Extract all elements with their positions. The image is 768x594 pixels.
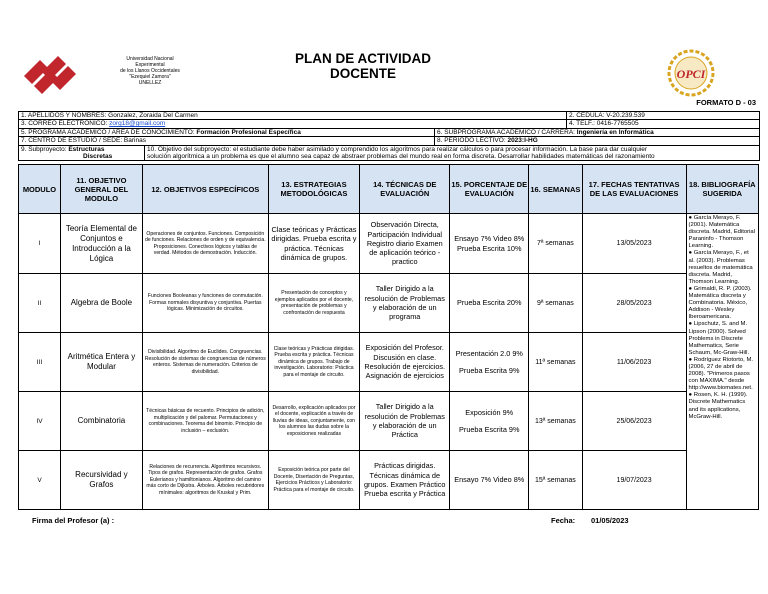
table-row — [19, 451, 759, 510]
semanas-cell: 13ª semanas — [529, 392, 583, 451]
porcentaje-cell: Ensayo 7% Video 8% — [450, 451, 529, 510]
estrategias-cell: Clase teóricas y Prácticas dirigidas. Prueba escrita y práctica. Técnicas dinámica de grupos. Trabajo de investigación. Laboratorio: Práctica para el montaje de circuito. — [268, 333, 359, 392]
tecnicas-cell: Prácticas dirigidas. Técnicas dinámica de grupos. Examen Práctico Prueba escrita y Práctica — [360, 451, 450, 510]
table-row — [19, 333, 759, 392]
document-header — [18, 46, 758, 110]
modulo-cell: IV — [19, 392, 61, 451]
semanas-cell: 7ª semanas — [529, 214, 583, 274]
table-row — [19, 274, 759, 333]
university-name: Universidad Nacional Experimental de los Llanos Occidentales "Ezequiel Zamora" UNELLEZ — [120, 56, 180, 87]
porcentaje-cell: Prueba Escrita 20% — [450, 274, 529, 333]
apellidos-field: 1. APELLIDOS Y NOMBRES: Gonzalez, Zoraida Del Carmen — [19, 112, 567, 120]
modulo-cell: II — [19, 274, 61, 333]
col-header-tecnicas: 14. TÉCNICAS DE EVALUACIÓN — [360, 165, 450, 214]
periodo-field: 8. PERIODO LECTIVO: 2023:I-HG — [435, 137, 760, 145]
table-row — [19, 392, 759, 451]
porcentaje-cell: Exposición 9% Prueba Escrita 9% — [450, 392, 529, 451]
bibliografia-item: ● Grimaldi, R. P. (2003). Matemática discreta y Combinatoria. México, Addison - Wesley Iberoamericana. — [688, 285, 752, 321]
objetivo-cell: Combinatoria — [60, 392, 142, 451]
objetivo-cell: Algebra de Boole — [60, 274, 142, 333]
semanas-cell: 9ª semanas — [529, 274, 583, 333]
objetivo-cell: Recursividad y Grafos — [60, 451, 142, 510]
semanas-cell: 15ª semanas — [529, 451, 583, 510]
fecha-cell: 28/05/2023 — [582, 274, 686, 333]
fecha-cell: 11/06/2023 — [582, 333, 686, 392]
bibliografia-item: ● Rosen, K. H. (1999). Discrete Mathematics and its applications, McGraw-Hill. — [688, 392, 748, 420]
telf-field: 4. TELF.: 0416-7765505 — [567, 120, 760, 128]
subprograma-field: 6. SUBPROGRAMA ACADEMICO / CARRERA: Ingeniería en Informática — [435, 128, 760, 136]
table-header-row — [19, 165, 759, 214]
info-table — [18, 111, 760, 161]
tecnicas-cell: Taller Dirigido a la resolución de Problemas y elaboración de un programa — [360, 274, 450, 333]
university-logo-icon — [18, 54, 78, 94]
col-header-semanas: 16. SEMANAS — [529, 165, 583, 214]
modulo-cell: I — [19, 214, 61, 274]
objetivo-cell: Teoría Elemental de Conjuntos e Introducción a la Lógica — [60, 214, 142, 274]
opci-logo-text: OPCI — [676, 67, 706, 81]
especificos-cell: Operaciones de conjuntos. Funciones. Composición de funciones. Relaciones de orden y de equivalencia. Proposiciones. Conectivos lógicos y tablas de verdad. Métodos de demostración. Inducción. — [142, 214, 268, 274]
fecha-cell: 19/07/2023 — [582, 451, 686, 510]
cedula-field: 2. CEDULA: V-20.239.539 — [567, 112, 760, 120]
bibliografia-item: ● García Merayo, F., et al. (2003). Problemas resueltos de matemática discreta. Madrid, Thomson Learning. — [688, 250, 753, 285]
especificos-cell: Técnicas básicas de recuento. Principios de adición, multiplicación y del palomar. Permutaciones y combinaciones. Teorema del binomio. Principio de inclusión – exclusión. — [142, 392, 268, 451]
correo-field: 3. CORREO ELECTRONICO: zorg18@gmail.com — [19, 120, 567, 128]
bibliografia-item: ● García Merayo, F. (2001). Matemática discreta. Madrid, Editorial Paraninfo - Thomson Learning. — [688, 215, 755, 250]
opci-logo-icon — [666, 48, 716, 98]
porcentaje-cell: Presentación 2.0 9% Prueba Escrita 9% — [450, 333, 529, 392]
col-header-modulo: MODULO — [19, 165, 61, 214]
formato-code: FORMATO D - 03 — [696, 98, 756, 107]
tecnicas-cell: Taller Dirigido a la resolución de Problemas y elaboración de un Práctica — [360, 392, 450, 451]
objetivo-subproyecto-field: 10. Objetivo del subproyecto: el estudiante debe haber asimilado y comprendido los algoritmos para realizar cálculos o para procesar información. La base para dar cualquier solución algorítmica a un problema es que el alumno sea capaz de abstraer problemas del mundo real en forma discreta. Desarrollar habilidades matemáticas del razonamiento — [145, 145, 760, 161]
bibliografia-item: ● Rodríguez Riotorto, M. (2006, 27 de abril de 2008). "Primeros pasos con MAXIMA." desde http://www.biomates.net. — [688, 356, 753, 392]
tecnicas-cell: Observación Directa, Participación Individual Registro diario Examen de aplicación teórico -practico — [360, 214, 450, 274]
especificos-cell: Relaciones de recurrencia. Algoritmos recursivos. Tipos de grafos. Representación de grafos. Grafos Eulerianos y hamiltonianos. Algoritmo del camino más corto de Dijkstra. Árboles. Árboles recubridores mínimales: algoritmos de Kruskal y Prim. — [142, 451, 268, 510]
estrategias-cell: Desarrollo, explicación aplicados por el docente, explicación a través de lluvias de ideas, conjuntamente, con los alumnos las dudas sobre la exposiciones realizadas — [268, 392, 359, 451]
col-header-fechas: 17. FECHAS TENTATIVAS DE LAS EVALUACIONES — [582, 165, 686, 214]
programa-field: 5. PROGRAMA ACADEMICO / AREA DE CONOCIMIENTO: Formación Profesional Específica — [19, 128, 435, 136]
plan-table — [18, 164, 759, 510]
col-header-objetivo: 11. OBJETIVO GENERAL DEL MODULO — [60, 165, 142, 214]
bibliografia-cell — [686, 214, 758, 510]
bibliografia-item: ● Lipschutz, S. and M. Lipson (2000). Solved Problems in Discrete Mathematics, Serie Schaum, Mc-Graw-Hill. — [688, 321, 750, 356]
col-header-estrategias: 13. ESTRATEGIAS METODOLÓGICAS — [268, 165, 359, 214]
firma-label: Firma del Profesor (a) : — [32, 516, 115, 525]
table-row — [19, 214, 759, 274]
col-header-porcentaje: 15. PORCENTAJE DE EVALUACIÓN — [450, 165, 529, 214]
fecha-cell: 25/06/2023 — [582, 392, 686, 451]
estrategias-cell: Clase teóricas y Prácticas dirigidas. Prueba escrita y práctica. Técnicas dinámica de grupos. — [268, 214, 359, 274]
estrategias-cell: Exposición teórica por parte del Docente, Disertación de Preguntas, Ejercicios Prácticos y Laboratorio: Práctica para el montaje de circuito. — [268, 451, 359, 510]
semanas-cell: 11ª semanas — [529, 333, 583, 392]
centro-field: 7. CENTRO DE ESTUDIO / SEDE: Barinas — [19, 137, 435, 145]
fecha-label: Fecha: — [551, 516, 576, 525]
subproyecto-field: 9. Subproyecto: Estructuras Discretas — [19, 145, 145, 161]
estrategias-cell: Presentación de conceptos y ejemplos aplicados por el docente, presentación de problemas y confrontación de respuesta — [268, 274, 359, 333]
modulo-cell: V — [19, 451, 61, 510]
modulo-cell: III — [19, 333, 61, 392]
especificos-cell: Funciones Booleanas y funciones de conmutación. Formas normales disyuntiva y conjuntiva. Puertas lógicas. Minimización de circuitos. — [142, 274, 268, 333]
porcentaje-cell: Ensayo 7% Video 8% Prueba Escrita 10% — [450, 214, 529, 274]
especificos-cell: Divisibilidad. Algoritmo de Euclides. Congruencias. Resolución de sistemas de congruencias de números enteros. Sistemas de numeración. Criterios de divisibilidad. — [142, 333, 268, 392]
page-title: PLAN DE ACTIVIDAD DOCENTE — [294, 51, 431, 81]
col-header-bibliografia: 18. BIBLIOGRAFÍA SUGERIDA — [686, 165, 758, 214]
col-header-especificos: 12. OBJETIVOS ESPECÍFICOS — [142, 165, 268, 214]
objetivo-cell: Aritmética Entera y Modular — [60, 333, 142, 392]
correo-link[interactable]: zorg18@gmail.com — [109, 120, 166, 128]
fecha-value: 01/05/2023 — [591, 516, 629, 525]
tecnicas-cell: Exposición del Profesor. Discusión en clase. Resolución de ejercicios. Asignación de ejercicios — [360, 333, 450, 392]
fecha-cell: 13/05/2023 — [582, 214, 686, 274]
